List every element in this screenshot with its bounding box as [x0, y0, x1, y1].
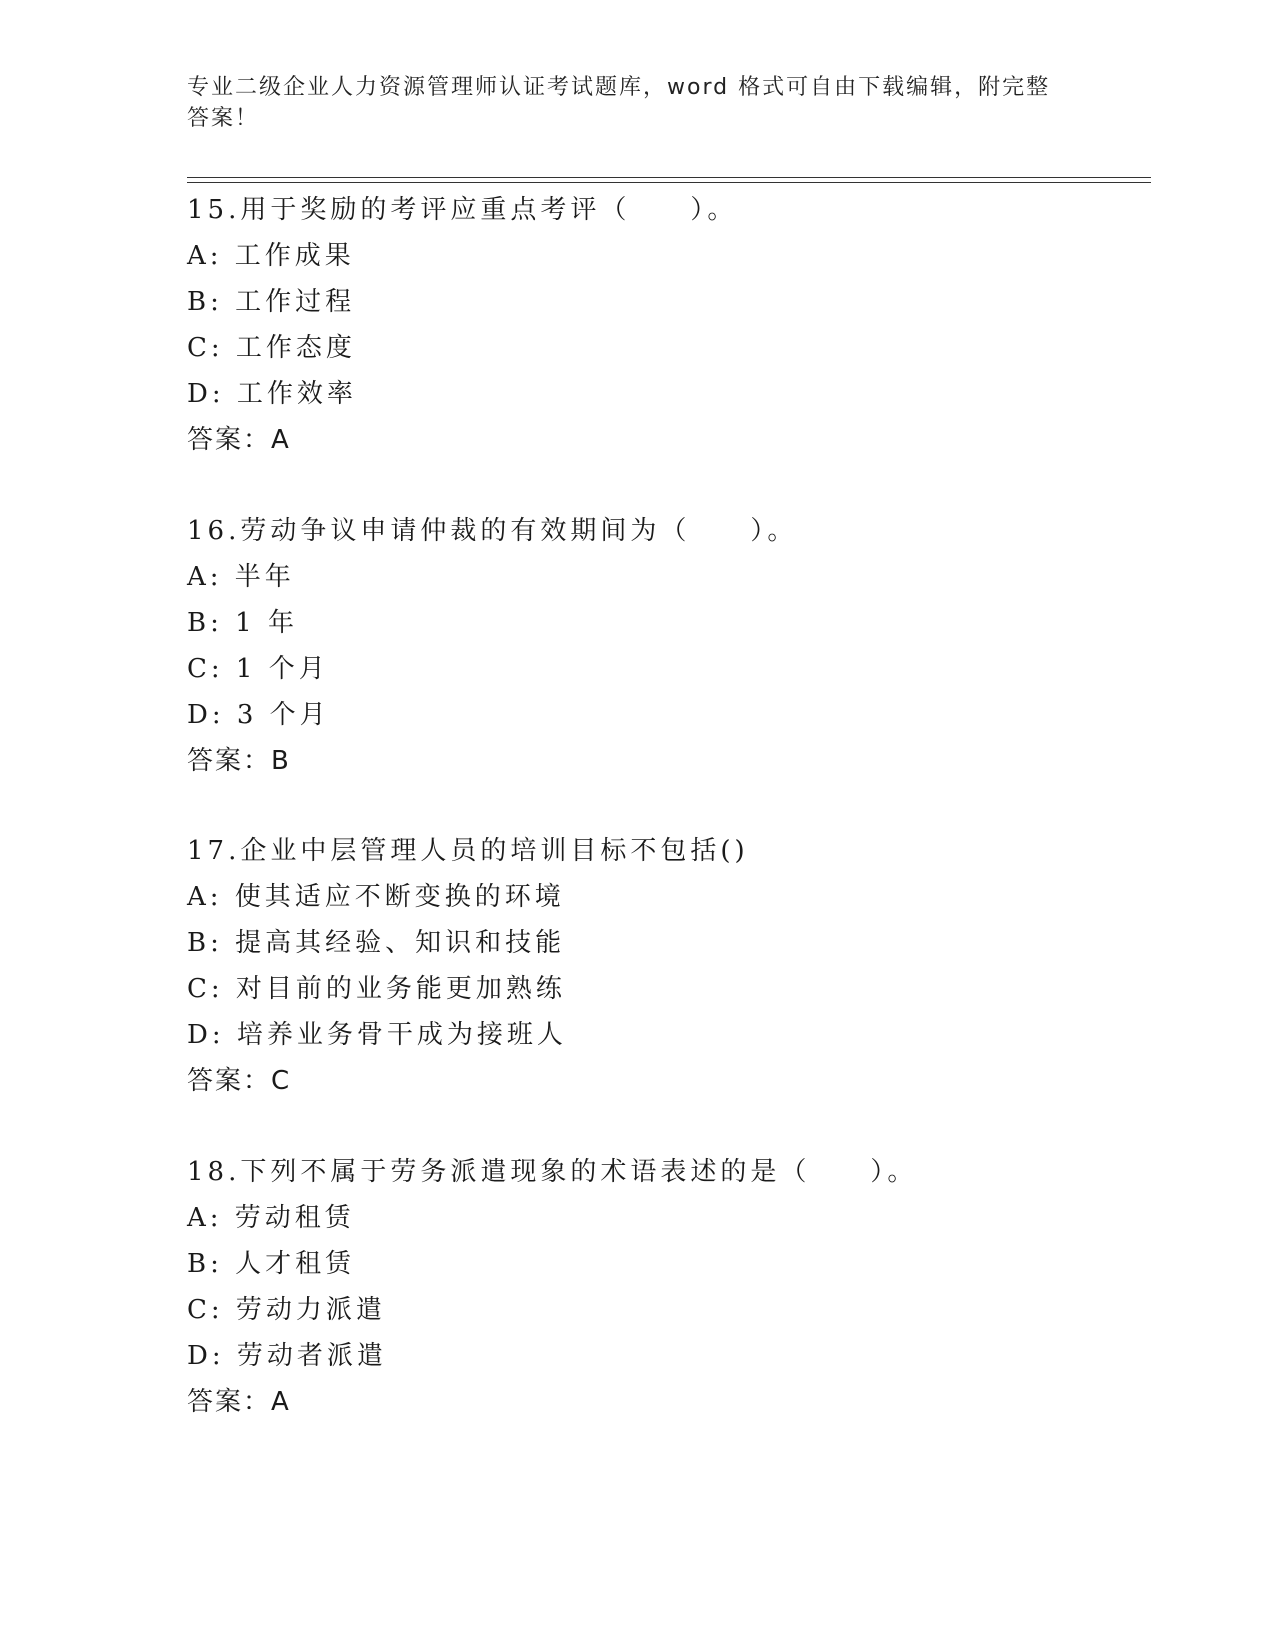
- answer-label: 答案：C: [187, 1066, 292, 1096]
- option-d: D: 劳动者派遣: [187, 1341, 387, 1371]
- option-b: B: 提高其经验、知识和技能: [187, 928, 566, 958]
- question-17: [187, 828, 1147, 1104]
- answer-label: 答案：B: [187, 746, 291, 776]
- question-stem: 17.企业中层管理人员的培训目标不包括(): [187, 836, 749, 866]
- option-d: D: 工作效率: [187, 379, 357, 409]
- question-15: [187, 187, 1147, 463]
- option-c: C: 劳动力派遣: [187, 1295, 386, 1325]
- question-16: [187, 508, 1147, 784]
- option-c: C: 1 个月: [187, 654, 329, 684]
- answer-label: 答案：A: [187, 425, 291, 455]
- option-b: B: 工作过程: [187, 287, 356, 317]
- header-divider-bottom: [187, 182, 1151, 183]
- answer-label: 答案：A: [187, 1387, 291, 1417]
- header-divider-top: [187, 177, 1151, 178]
- option-a: A: 使其适应不断变换的环境: [187, 882, 565, 912]
- option-b: B: 人才租赁: [187, 1249, 356, 1279]
- option-a: A: 工作成果: [187, 241, 355, 271]
- option-a: A: 半年: [187, 562, 295, 592]
- option-c: C: 对目前的业务能更加熟练: [187, 974, 566, 1004]
- option-b: B: 1 年: [187, 608, 298, 638]
- option-d: D: 3 个月: [187, 700, 330, 730]
- question-stem: 15.用于奖励的考评应重点考评（ ）。: [187, 195, 738, 225]
- option-c: C: 工作态度: [187, 333, 356, 363]
- question-18: [187, 1149, 1147, 1425]
- question-stem: 18.下列不属于劳务派遣现象的术语表述的是（ ）。: [187, 1157, 918, 1187]
- option-a: A: 劳动租赁: [187, 1203, 355, 1233]
- document-header: 专业二级企业人力资源管理师认证考试题库，word 格式可自由下载编辑，附完整答案！: [187, 75, 1051, 131]
- question-stem: 16.劳动争议申请仲裁的有效期间为（ ）。: [187, 516, 798, 546]
- option-d: D: 培养业务骨干成为接班人: [187, 1020, 567, 1050]
